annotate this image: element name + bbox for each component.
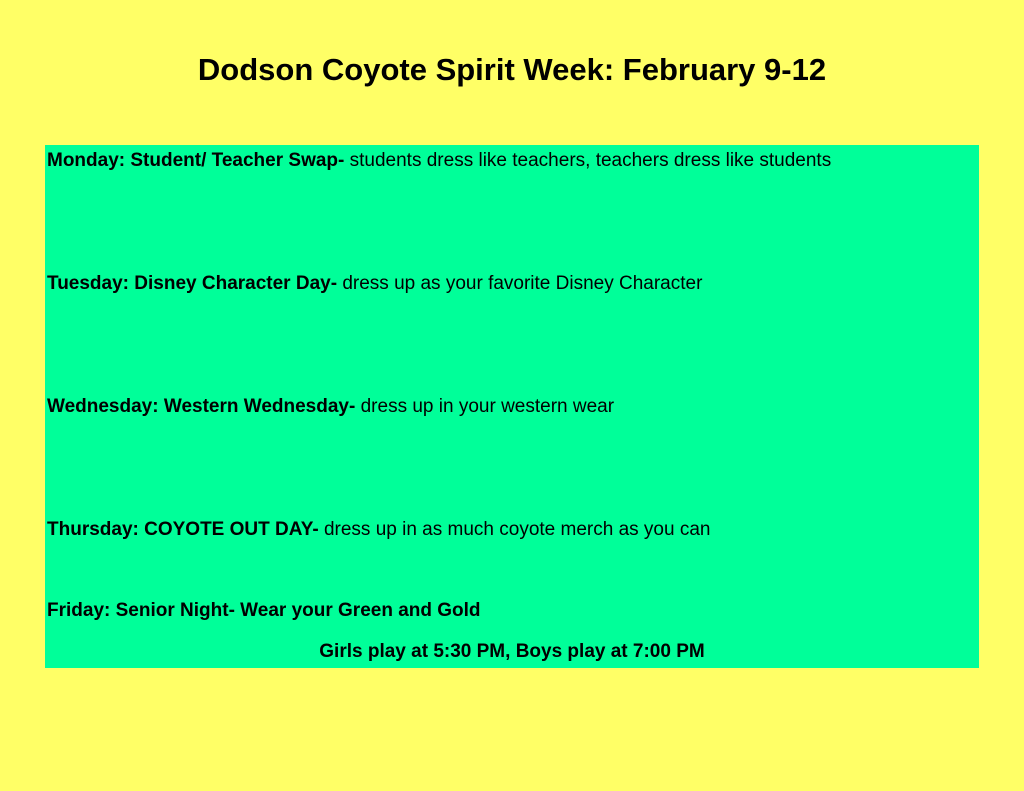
page-title: Dodson Coyote Spirit Week: February 9-12 [197,52,827,87]
day-description-thursday: dress up in as much coyote merch as you can [318,519,711,540]
day-label-tuesday: Tuesday: Disney Character Day- [47,273,338,294]
day-description-tuesday: dress up as your favorite Disney Character [337,273,703,294]
spirit-week-schedule [45,145,979,668]
day-description-monday: students dress like teachers, teachers dress like students [344,150,832,171]
schedule-row-tuesday [47,269,979,299]
schedule-row-wednesday [47,392,979,422]
schedule-row-monday [47,146,979,176]
day-label-monday: Monday: Student/ Teacher Swap- [47,150,345,171]
schedule-row-thursday [47,515,979,545]
game-times: Girls play at 5:30 PM, Boys play at 7:00 PM [319,641,705,662]
day-description-wednesday: dress up in your western wear [355,396,615,417]
day-label-friday: Friday: Senior Night- Wear your Green and Gold [47,600,481,621]
day-label-wednesday: Wednesday: Western Wednesday- [47,396,356,417]
day-label-thursday: Thursday: COYOTE OUT DAY- [47,519,319,540]
schedule-row-friday [47,596,979,626]
